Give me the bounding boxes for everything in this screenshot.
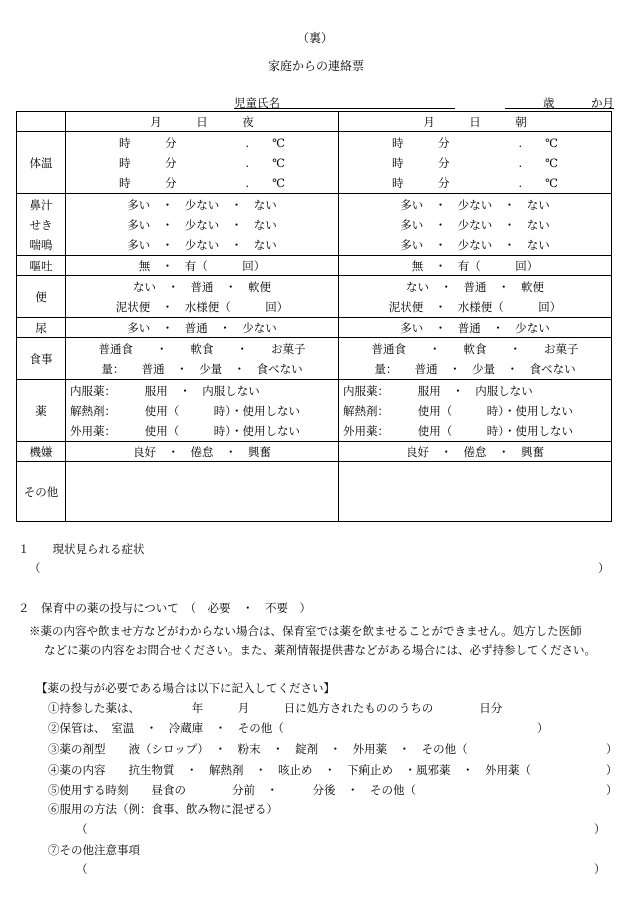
temp-evening[interactable]: 時 分 . ℃ 時 分 . ℃ 時 分 . ℃: [66, 132, 339, 194]
mood-morning[interactable]: 良好 ・ 倦怠 ・ 興奮: [339, 442, 612, 462]
child-name-label: 児童氏名: [234, 96, 280, 110]
item-time-close: ）: [606, 783, 618, 797]
stool-morning[interactable]: ない ・ 普通 ・ 軟便 泥状便 ・ 水様便（ 回）: [339, 276, 612, 318]
section1-close-paren: ）: [598, 561, 610, 575]
age-months-label: か月: [591, 96, 614, 110]
health-table: [16, 111, 612, 522]
item-medicine-content[interactable]: ④薬の内容 抗生物質 ・ 解熱剤 ・ 咳止め ・ 下痢止め ・風邪薬 ・ 外用薬（: [48, 763, 531, 777]
meal-evening[interactable]: 普通食 ・ 軟食 ・ お菓子 量： 普通 ・ 少量 ・ 食べない: [66, 338, 339, 380]
evening-header: 月 日 夜: [66, 112, 339, 132]
urine-evening[interactable]: 多い ・ 普通 ・ 少ない: [66, 318, 339, 338]
item-storage[interactable]: ②保管は、 室温 ・ 冷蔵庫 ・ その他（: [48, 721, 284, 735]
meal-label: 食事: [17, 338, 66, 380]
section1-open-paren: （: [29, 561, 41, 575]
medicine-row: [17, 380, 612, 442]
item-notes-open: （: [76, 862, 88, 876]
vomit-row: [17, 256, 612, 276]
mood-evening[interactable]: 良好 ・ 倦怠 ・ 興奮: [66, 442, 339, 462]
item-prescription-date[interactable]: ①持参した薬は、 年 月 日に処方されたもののうちの 日分: [48, 701, 503, 715]
meal-row: [17, 338, 612, 380]
medicine-evening[interactable]: 内服薬： 服用 ・ 内服しない 解熱剤： 使用（ 時）・使用しない 外用薬： 使用（ 時）・使用しない: [66, 380, 339, 442]
item-dosage-form-close: ）: [606, 742, 618, 756]
temp-row: [17, 132, 612, 194]
stool-evening[interactable]: ない ・ 普通 ・ 軟便 泥状便 ・ 水様便（ 回）: [66, 276, 339, 318]
other-morning[interactable]: [339, 462, 612, 522]
temp-label: 体温: [17, 132, 66, 194]
item-notes-field[interactable]: [92, 861, 592, 877]
vomit-evening[interactable]: 無 ・ 有（ 回）: [66, 256, 339, 276]
morning-header: 月 日 朝: [339, 112, 612, 132]
nose-morning[interactable]: 多い ・ 少ない ・ ない 多い ・ 少ない ・ ない 多い ・ 少ない ・ ない: [339, 194, 612, 256]
vomit-morning[interactable]: 無 ・ 有（ 回）: [339, 256, 612, 276]
other-evening[interactable]: [66, 462, 339, 522]
child-name-field[interactable]: [234, 108, 455, 109]
nose-labels: 鼻汁 せき 喘鳴: [17, 194, 66, 256]
stool-label: 便: [17, 276, 66, 318]
item-notes: ⑦その他注意事項: [48, 843, 140, 857]
section2-note-line2: などに薬の内容をお問合せください。また、薬剤情報提供書などがある場合には、必ず持参してください。: [44, 643, 596, 657]
section1-title: １ 現状見られる症状: [18, 542, 145, 556]
item-medicine-content-close: ）: [606, 763, 618, 777]
temp-morning[interactable]: 時 分 . ℃ 時 分 . ℃ 時 分 . ℃: [339, 132, 612, 194]
mood-label: 機嫌: [17, 442, 66, 462]
stool-row: [17, 276, 612, 318]
item-storage-close: ）: [537, 721, 549, 735]
item-method-close: ）: [594, 822, 606, 836]
item-method-field[interactable]: [92, 821, 592, 837]
nose-evening[interactable]: 多い ・ 少ない ・ ない 多い ・ 少ない ・ ない 多い ・ 少ない ・ ない: [66, 194, 339, 256]
side-mark: （裏）: [297, 31, 334, 45]
section2-note-line1: ※薬の内容や飲ませ方などがわからない場合は、保育室では薬を飲ませることができません。処方した医師: [29, 624, 582, 638]
medicine-label: 薬: [17, 380, 66, 442]
item-method: ⑥服用の方法（例：食事、飲み物に混ぜる）: [48, 802, 278, 816]
section1-answer-field[interactable]: [44, 560, 596, 576]
nose-row: [17, 194, 612, 256]
urine-row: [17, 318, 612, 338]
item-dosage-form[interactable]: ③薬の剤型 液（シロップ） ・ 粉末 ・ 錠剤 ・ 外用薬 ・ その他（: [48, 742, 468, 756]
page-title: 家庭からの連絡票: [268, 59, 365, 73]
age-years-label: 歳: [543, 96, 555, 110]
other-row: [17, 462, 612, 522]
corner-cell: [17, 112, 66, 132]
urine-morning[interactable]: 多い ・ 普通 ・ 少ない: [339, 318, 612, 338]
section2-title: ２ 保育中の薬の投与について （ 必要 ・ 不要 ）: [18, 601, 312, 615]
medicine-morning[interactable]: 内服薬： 服用 ・ 内服しない 解熱剤： 使用（ 時）・使用しない 外用薬： 使用（ 時）・使用しない: [339, 380, 612, 442]
medicine-box-title: 【薬の投与が必要である場合は以下に記入してください】: [36, 681, 335, 695]
item-notes-close: ）: [594, 862, 606, 876]
item-method-open: （: [76, 822, 88, 836]
meal-morning[interactable]: 普通食 ・ 軟食 ・ お菓子 量： 普通 ・ 少量 ・ 食べない: [339, 338, 612, 380]
mood-row: [17, 442, 612, 462]
vomit-label: 嘔吐: [17, 256, 66, 276]
other-label: その他: [17, 462, 66, 522]
urine-label: 尿: [17, 318, 66, 338]
item-time[interactable]: ⑤使用する時刻 昼食の 分前 ・ 分後 ・ その他（: [48, 783, 416, 797]
